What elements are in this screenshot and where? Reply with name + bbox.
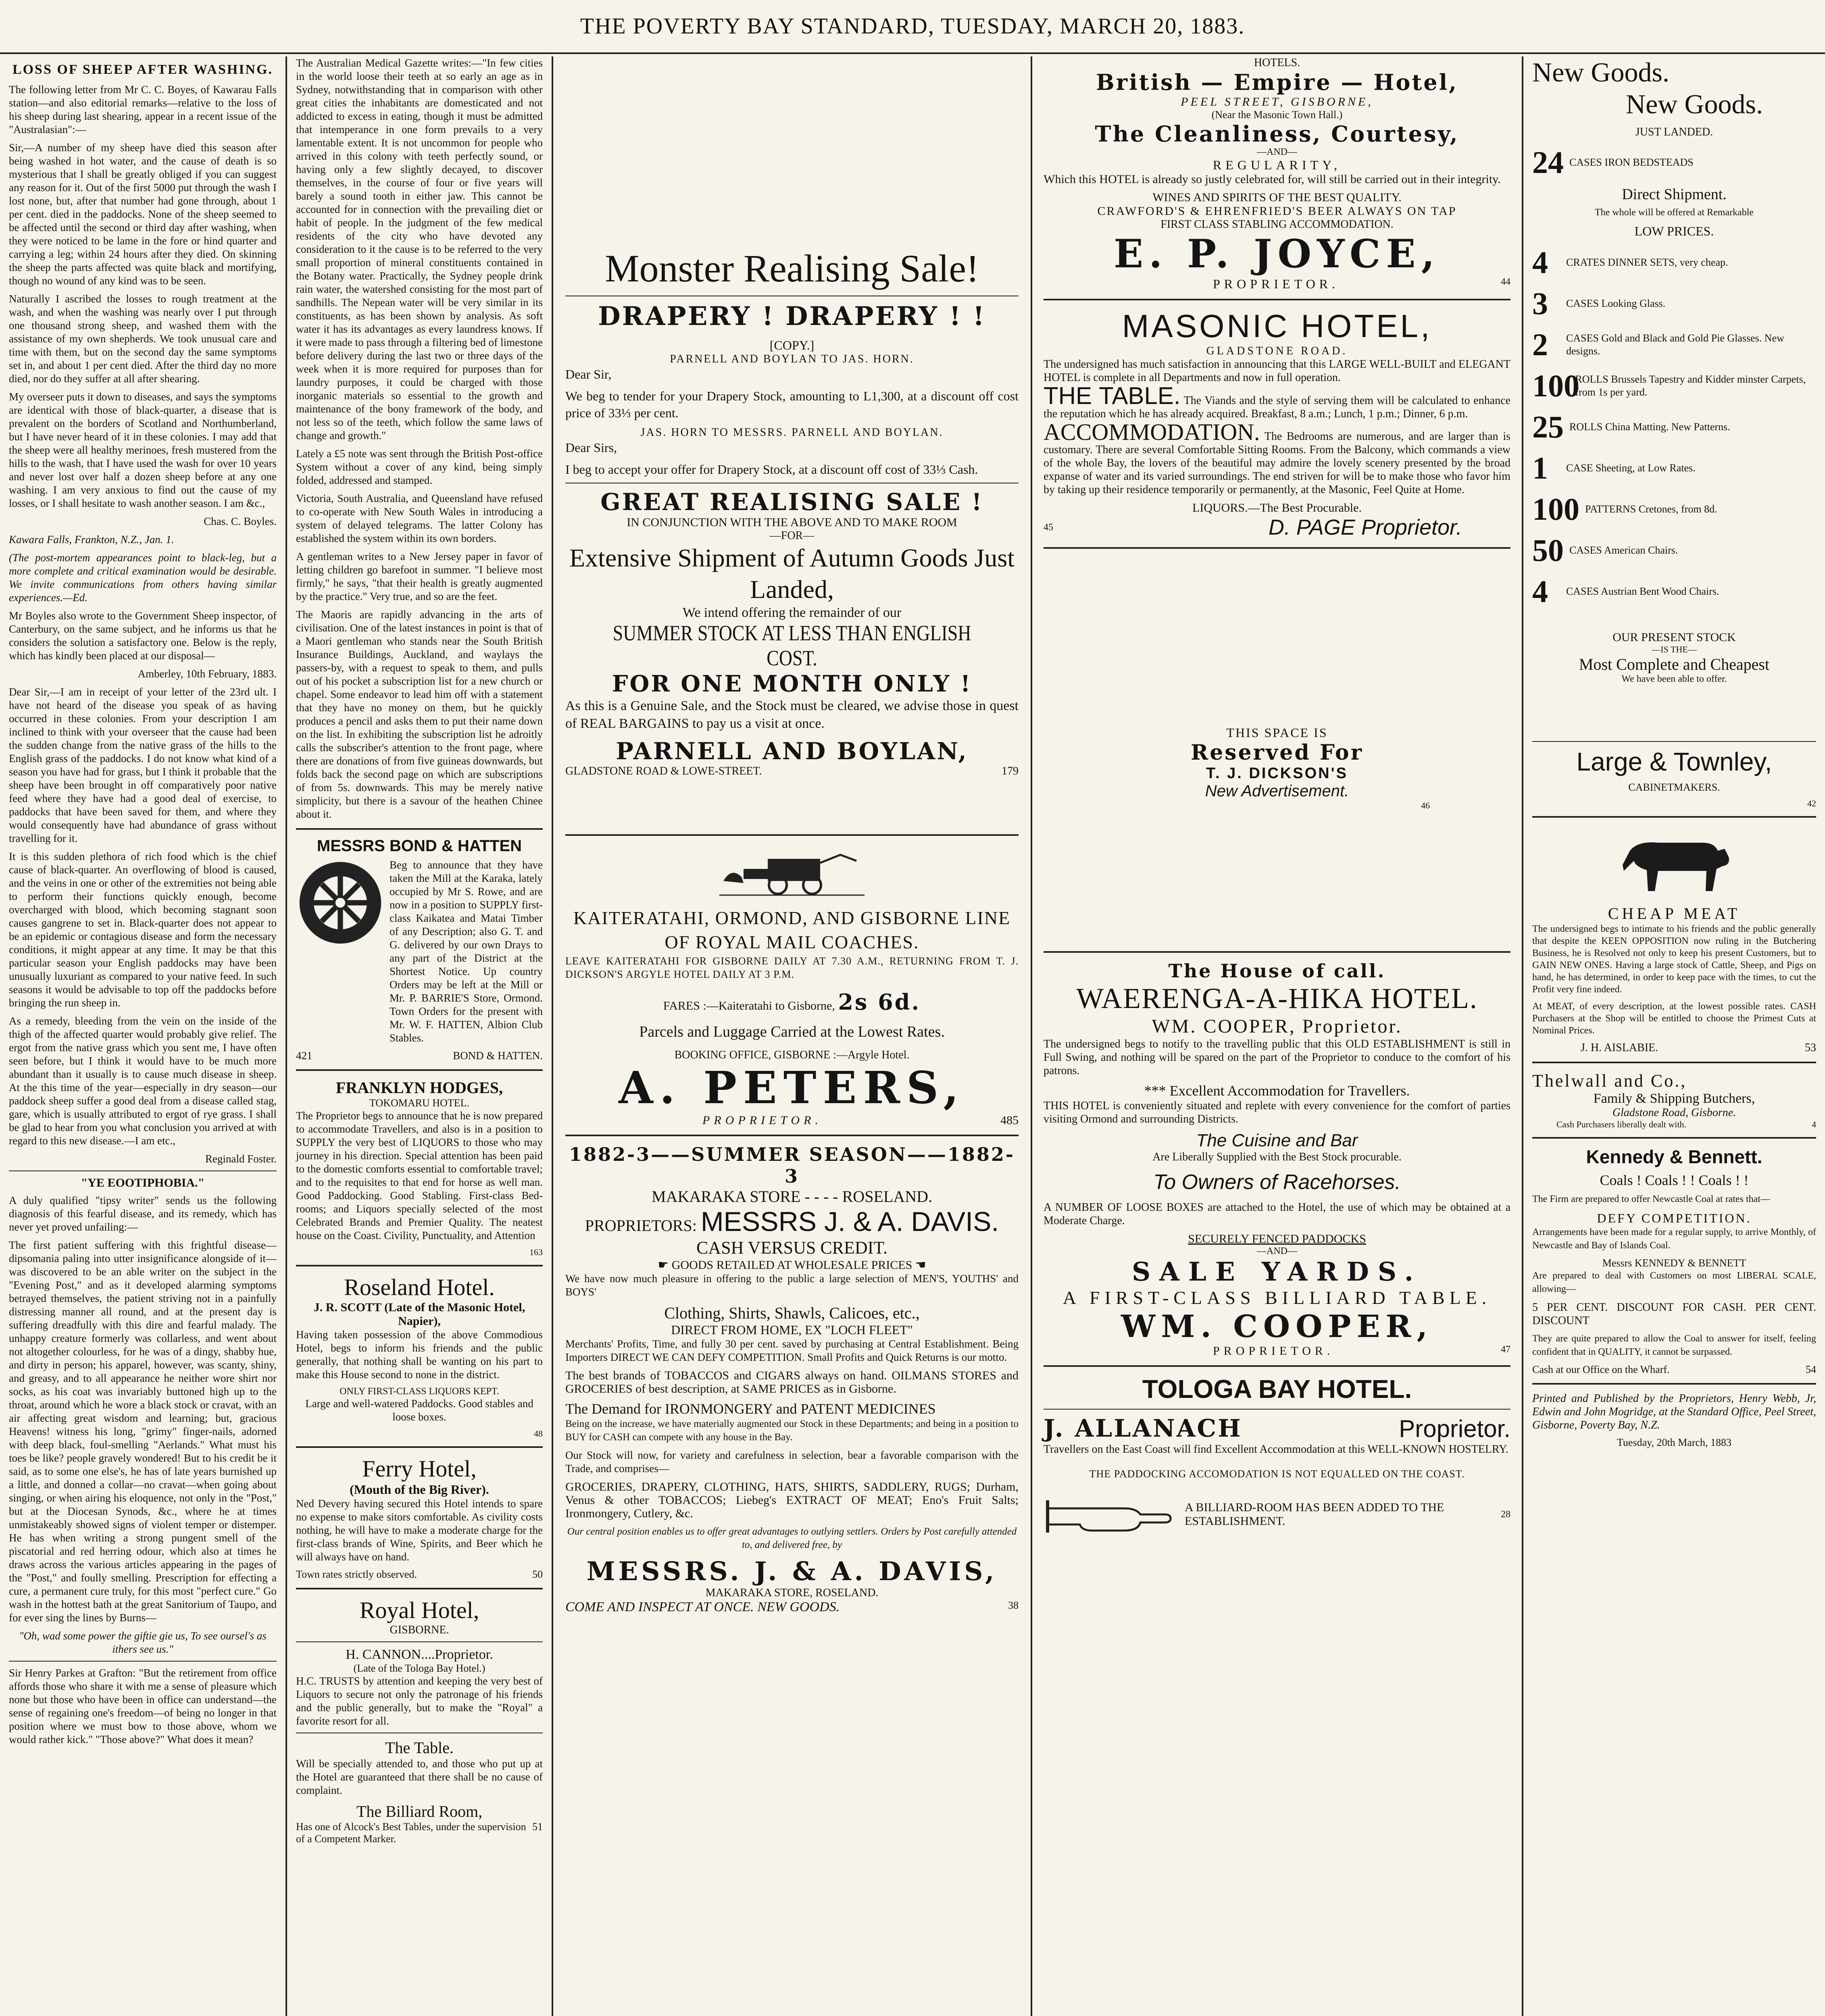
ad-subheadline: CASH VERSUS CREDIT. <box>696 1238 888 1258</box>
ad-line: —FOR— <box>769 529 815 542</box>
ad-address: MAKARAKA STORE, ROSELAND. <box>705 1587 879 1599</box>
saw-blade-icon <box>296 858 385 947</box>
section-label: HOTELS. <box>1254 56 1300 69</box>
ad-number: 53 <box>1805 1041 1816 1054</box>
ad-headline: TOLOGA BAY HOTEL. <box>1142 1375 1412 1404</box>
ad-address: GLADSTONE ROAD & LOWE-STREET. <box>565 765 762 777</box>
ad-text: We have now much pleasure in offering to the public a large selection of MEN'S, YOUTHS' and BOYS' <box>565 1272 1019 1298</box>
article-heading: LOSS OF SHEEP AFTER WASHING. <box>12 62 273 77</box>
fares-label: FARES :—Kaiteratahi to Gisborne, <box>663 999 835 1012</box>
divider <box>296 1446 543 1448</box>
ad-text: Arrangements have been made for a regular supply, to arrive Monthly, of Newcastle and Bay of Islands Coal. <box>1532 1227 1816 1251</box>
ad-line: Town rates strictly observed. <box>296 1568 417 1580</box>
column-5 <box>1523 56 1825 2016</box>
ad-proprietor: WM. COOPER, Proprietor. <box>1152 1016 1402 1037</box>
ad-footer <box>565 1599 1019 1615</box>
ad-proprietor: D. PAGE Proprietor. <box>1268 515 1462 539</box>
divider <box>565 834 1019 836</box>
ad-line: Are Liberally Supplied with the Best Stock procurable. <box>1152 1151 1402 1163</box>
ad-firm: Thelwall and Co., <box>1532 1071 1687 1091</box>
ad-subheading: The Table. <box>385 1739 454 1757</box>
divider <box>1532 816 1816 818</box>
divider <box>1044 1409 1510 1410</box>
list-item: 25 ROLLS China Matting. New Patterns. <box>1532 409 1730 444</box>
ad-footer <box>1044 277 1510 292</box>
article-paragraph: The Maoris are rapidly advancing in the arts of civilisation. One of the latest instances in point is that of a Maori gentleman who stands near the South British Insurance Buildings, Auckland, and waylays the passers-by, with a request to speak to them, and pulls out of his pocket a subscription list for a new church or chapel. Some endeavor to lead him off with a statement that they have no money on them, but he quickly produces a pencil and asks them to put their name down on the list. In exhibiting the subscription list he adroitly calls the subscriber's attention to the front page, where there are donations of from five guineas downwards, but folds back the second page on which are subscriptions of from 5s. downwards. This may be merely native simplicity, but there is a savour of the heathen Chinee about it. <box>296 608 543 820</box>
ad-line: REGULARITY, <box>1212 158 1342 172</box>
ad-line: —IS THE— <box>1652 644 1697 654</box>
ad-footer <box>1044 1344 1510 1358</box>
ad-headline: CHEAP MEAT <box>1608 904 1741 923</box>
list-item: 100 ROLLS Brussels Tapestry and Kidder minster Carpets, from 1s per yard. <box>1532 368 1806 403</box>
ad-line: MAKARAKA STORE - - - - ROSELAND. <box>652 1187 932 1206</box>
ad-text: The undersigned has much satisfaction in announcing that this LARGE WELL-BUILT and ELEGANT HOTEL is complete in all Departments and now in full operation. <box>1044 358 1510 384</box>
ad-number: 179 <box>1002 765 1019 777</box>
column-1 <box>0 56 285 2016</box>
ad-number: 38 <box>1008 1599 1019 1611</box>
bull-icon <box>1614 827 1735 895</box>
article-paragraph: The first patient suffering with this frightful disease—dipsomania paling into utter insignificance alongside of it—was discovered to be an able writer on the subject in the "Evening Post," and as it developed alarming symptoms betrayed themselves, the patient striving not in a painfully distressing manner all round, and at the present day is suffering dreadfully with this dire and fearful malady. The unhappy creature formerly was collarless, and went about not altogether colourless, for he was of a dingy, shabby hue, and dirty in person; his apparel, however, was scanty, shiny, and greasy, and to all appearance he neither wore shirt nor socks, as his coat was invariably buttoned high up to the throat, around which he wore a black stock or cravat, with an air affecting great wisdom and learning; but, gracious Heavens! witness his long, "grimy" finger-nails, adorned with deep black, foul-smelling "Aerlands." What must his toes be like? people gravely wondered! But to his credit be it said, as to some one else's, he has of late years burnished up a little, and donned a collar—no cravat—when going about singing, or when airing his eloquence, not only in the "Post," but at the Diocesan Synods, &c., where he at times unmistakeably showed signs of violent temper or distemper. He has when writing a strong pungent smell of the piscatorial and red herring odour, which also at times he draws across the various articles appearing in the pages of the "Post," and foully smelling. Prescription for effecting a cure, a permanent cure truly, for this most "perfect cure." Go wash in the hottest bath at the great Sanitorium of Taupo, and for ever sing the lines by Burns— <box>9 1239 277 1624</box>
ad-line: JAS. HORN TO MESSRS. PARNELL AND BOYLAN. <box>640 426 944 439</box>
list-item: 24 CASES IRON BEDSTEADS <box>1532 145 1694 180</box>
list-item: 4 CRATES DINNER SETS, very cheap. <box>1532 245 1728 280</box>
ad-line: We intend offering the remainder of our <box>682 605 902 620</box>
ad-text: Merchants' Profits, Time, and fully 30 per cent. saved by purchasing at Central Establishment. Being Importers DIRECT WE CAN DEFY COMPETITION. Small Profits and Quick Returns is our motto. <box>565 1338 1019 1363</box>
ad-proprietor: Proprietor. <box>1399 1415 1510 1442</box>
list-item: Direct Shipment. <box>1622 186 1727 203</box>
ad-number: 4 <box>1812 1119 1816 1129</box>
proprietors-line <box>565 1206 1019 1237</box>
ad-line: Parcels and Luggage Carried at the Lowest Rates. <box>639 1023 945 1040</box>
ad-address: PEEL STREET, GISBORNE, <box>1181 95 1373 108</box>
ad-title: FRANKLYN HODGES, <box>335 1079 503 1097</box>
ad-number: 45 <box>1044 522 1053 533</box>
list-item: 50 CASES American Chairs. <box>1532 533 1678 568</box>
list-item: 4 CASES Austrian Bent Wood Chairs. <box>1532 574 1719 609</box>
article-paragraph: The following letter from Mr C. C. Boyes, of Kawarau Falls station—and also editorial remarks—relative to the loss of his sheep during last shearing, appear in a recent issue of the "Australasian":— <box>9 83 277 135</box>
article-paragraph: It is this sudden plethora of rich food which is the chief cause of black-quarter. An overflowing of blood is caused, and the veins in one or other of the extremities not being able to perform their functions quickly enough, become overcharged with blood, which becoming stagnant soon causes gangrene to set in. Black-quarter does not appear to be an epidemic or contagious disease and form the necessary conditions, it might appear at any time. It may be that this particular season your English paddocks may have been unusually luxuriant as compared to your native feed. In such seasons it would be advisable to top off the paddocks before bringing the run sheep in. <box>9 850 277 1009</box>
ad-number: 51 <box>532 1821 543 1833</box>
ad-signature: BOND & HATTEN. <box>453 1050 543 1062</box>
ad-headline: The House of call. <box>1168 960 1386 982</box>
ad-firm: MESSRS. J. & A. DAVIS, <box>586 1556 998 1587</box>
goods-list <box>1532 144 1816 610</box>
ad-footer <box>296 1821 543 1845</box>
ad-number: 28 <box>1501 1509 1510 1520</box>
list-item: 1 CASE Sheeting, at Low Rates. <box>1532 450 1696 485</box>
article-paragraph: As a remedy, bleeding from the vein on the inside of the thigh of the affected quarter would probably give relief. The ergot from the native grass which you sent me, I have often seen before, but I think it would have to be much more abundant than it usually is to cause much disease in sheep. At the this time of the year—especially in dry season—our paddock sheep suffer a good deal from a disease called stag, gare, which is usually attributed to ergot of rye grass. I shall be glad to hear from you what conclusion you arrived at with regard to this new disease.—I am etc., <box>9 1015 277 1147</box>
letter-text: I beg to accept your offer for Drapery Stock, at a discount off cost of 33⅓ Cash. <box>565 462 978 477</box>
ad-text: The Proprietor begs to announce that he is now prepared to accommodate Travellers, and also is in a position to SUPPLY the very best of LIQUORS to those who may journey in his direction. Special attention has been paid to the domestic comforts essential to comfortable travel; and to the requisites to that end for horse as well man. Good Paddocking. Good Stabling. First-class Bed-rooms; and Liquors specially selected of the most Celebrated Brands and Premier Quality. The neatest house on the Coast. Civility, Punctuality, and Attention <box>296 1110 543 1241</box>
divider <box>1532 741 1816 742</box>
coach-icon <box>719 845 865 897</box>
list-item: 100 PATTERNS Cretones, from 8d. <box>1532 492 1717 527</box>
ad-line: FIRST CLASS STABLING ACCOMMODATION. <box>1160 218 1394 231</box>
ad-number: 47 <box>1501 1344 1510 1355</box>
ad-line: —AND— <box>1257 147 1297 157</box>
ad-text: Beg to announce that they have taken the Mill at the Karaka, lately occupied by Mr S. Rowe, and are now in a position to SUPPLY first-class Kaikatea and Matai Timber of any Description; also G. T. and G. delivered by our own Drays to any part of the District at the Shortest Notice. Up country Orders may be left at the Mill or Mr. P. BARRIE'S Store, Ormond. Town Orders for the present with Mr. W. F. HATTEN, Albion Club Stables. <box>390 859 543 1044</box>
divider <box>1044 547 1510 549</box>
article-paragraph: Naturally I ascribed the losses to rough treatment at the wash, and when the washing was nearly over I put through one thousand strong sheep, and washed them with the assistance of my own shepherds. We took unusual care and time with them, but on the second day the same symptoms set in, and about 1 per cent died. After the third day no more died, nor do they suffer at all after shearing. <box>9 293 277 385</box>
ad-line: Messrs KENNEDY & BENNETT <box>1602 1257 1746 1269</box>
list-item: The whole will be offered at Remarkable <box>1594 207 1754 218</box>
column-3 <box>553 56 1031 2016</box>
ad-text: A NUMBER OF LOOSE BOXES are attached to the Hotel, the use of which may be obtained at a Moderate Charge. <box>1044 1201 1510 1227</box>
ad-number: 46 <box>1421 800 1430 810</box>
signature: Chas. C. Boyles. <box>204 515 277 527</box>
ad-subheadline: FOR ONE MONTH ONLY ! <box>612 671 972 697</box>
divider <box>1044 1365 1510 1367</box>
pointing-hand-icon: ☚ <box>912 1258 926 1272</box>
ad-footer <box>1044 1492 1510 1537</box>
ad-footer <box>1532 1119 1816 1130</box>
ad-text: 5 PER CENT. DISCOUNT FOR CASH. PER CENT. DISCOUNT <box>1532 1301 1816 1327</box>
divider <box>1044 299 1510 300</box>
ad-line: PROPRIETORS: <box>585 1216 697 1235</box>
divider <box>296 1588 543 1589</box>
signature: Reginald Foster. <box>205 1153 277 1165</box>
ad-line: COME AND INSPECT AT ONCE. NEW GOODS. <box>565 1599 840 1614</box>
ad-line: PARNELL AND BOYLAN TO JAS. HORN. <box>670 353 914 365</box>
divider <box>1532 1062 1816 1063</box>
ad-line: THIS SPACE IS <box>1226 725 1328 740</box>
imprint-date: Tuesday, 20th March, 1883 <box>1617 1437 1732 1448</box>
ad-text: The best brands of TOBACCOS and CIGARS always on hand. OILMANS STORES and GROCERIES of best description, at SAME PRICES as in Gisborne. <box>565 1369 1019 1395</box>
ad-line: WINES AND SPIRITS OF THE BEST QUALITY. <box>1152 191 1402 204</box>
ad-headline: 1882-3——SUMMER SEASON——1882-3 <box>569 1143 1015 1187</box>
ad-text: Are prepared to deal with Customers on most LIBERAL SCALE, allowing— <box>1532 1270 1816 1294</box>
ad-subheading: The Billiard Room, <box>356 1802 483 1820</box>
ad-headline: New Goods. <box>1532 57 1669 87</box>
article-paragraph: Sir,—A number of my sheep have died this season after being washed in hot water, and the cause of death is so mysterious that I shall be greatly obliged if you can suggest any reason for it. Out of the first 5000 put through the wash I lost none, but, after that number had gone through, about 1 per cent. died in the paddocks. None of the sheep seemed to be affected until the second or third day after washing, when they were noticed to be lame in the fore or hind quarter and carrying a leg; within 24 hours after they died. On skinning the sheep the parts affected was quite black and mortifying, though no wound of any kind was to be seen. <box>9 142 277 287</box>
ad-text: At MEAT, of every description, at the lowest possible rates. CASH Purchasers at the Shop will be entitled to choose the Primest Cuts at Nominal Prices. <box>1532 1001 1816 1036</box>
ad-headline: Monster Realising Sale! <box>605 247 979 290</box>
ad-title: Ferry Hotel, <box>362 1456 477 1482</box>
ad-title: Roseland Hotel. <box>344 1274 495 1300</box>
ad-text: Our central position enables us to offer great advantages to outlying settlers. Orders by Post carefully attended to, and delivered free, by <box>567 1526 1017 1550</box>
ad-line: Family & Shipping Butchers, <box>1593 1091 1755 1106</box>
divider <box>296 828 543 830</box>
ad-address: GLADSTONE ROAD. <box>1206 345 1348 357</box>
ad-firm: Kennedy & Bennett. <box>1586 1146 1762 1167</box>
letter-salutation: Dear Sir, <box>565 367 612 381</box>
ad-proprietor-line <box>1044 1414 1510 1443</box>
letter-text: We beg to tender for your Drapery Stock, amounting to L1,300, at a discount off cost price of 33⅓ per cent. <box>565 389 1019 420</box>
ad-proprietor: PROPRIETOR. <box>1213 1344 1334 1358</box>
divider <box>9 1661 277 1662</box>
divider <box>296 1265 543 1266</box>
ad-text: Our Stock will now, for variety and carefulness in selection, bear a favorable comparison with the Trade, and comprises— <box>565 1449 1019 1475</box>
ad-subtitle: (Late of the Tologa Bay Hotel.) <box>353 1662 485 1674</box>
ad-line: THE PADDOCKING ACCOMODATION IS NOT EQUALLED ON THE COAST. <box>1089 1468 1465 1480</box>
ad-line: DIRECT FROM HOME, EX "LOCH FLEET" <box>671 1322 913 1337</box>
article-paragraph: Dear Sir,—I am in receipt of your letter of the 23rd ult. I have not heard of the disease you speak of as having occurred in these colonies. From your description I am inclined to think with your overseer that the cause had been the sudden change from the native grass of the hills to the English grass of the paddocks. I do not know what kind of a season you have had for grass, but I think it probable that the sheep have been brought in off comparatively poor native feed where they have had a good deal of exercise, to paddocks that have been saved for them, and where they would consequently have had abundance of grass without travelling for it. <box>9 686 277 844</box>
article-paragraph: Sir Henry Parkes at Grafton: "But the retirement from office affords those who share it with me a sense of pleasure which none but those who have been in office can understand—the sense of regaining one's freedom—of being no longer in that position where we must bow to those above, whom we would rather kick." "Those above?" What does it mean? <box>9 1667 277 1745</box>
ad-headline: KAITERATAHI, ORMOND, AND GISBORNE LINE OF ROYAL MAIL COACHES. <box>573 908 1011 952</box>
ad-line: OUR PRESENT STOCK <box>1612 631 1736 644</box>
editor-note: (The post-mortem appearances point to black-leg, but a more complete and critical examination would be desirable. We invite communications from others having similar experiences.—Ed. <box>9 552 277 604</box>
ad-subheadline: DEFY COMPETITION. <box>1597 1211 1752 1225</box>
divider <box>1532 1137 1816 1139</box>
ad-text: Will be specially attended to, and those who put up at the Hotel are guaranteed that there shall be no cause of complaint. <box>296 1758 543 1796</box>
ad-line: A BILLIARD-ROOM HAS BEEN ADDED TO THE ESTABLISHMENT. <box>1185 1501 1444 1528</box>
ad-proprietor: H. CANNON....Proprietor. <box>346 1647 493 1662</box>
ad-line: LIQUORS.—The Best Procurable. <box>1192 501 1362 514</box>
divider <box>565 1135 1019 1136</box>
ad-text: GROCERIES, DRAPERY, CLOTHING, HATS, SHIRTS, SADDLERY, RUGS; Durham, Venus & other TOBACCOS; Liebeg's EXTRACT OF MEAT; Eno's Fruit Salts; Ironmongery, Cutlery, &c. <box>565 1480 1019 1520</box>
fares-value: 2s 6d. <box>838 989 921 1015</box>
ad-text: The undersigned begs to notify to the travelling public that this OLD ESTABLISHMENT is still in Full Swing, and nothing will be spared on the part of the Proprietor to conduce to the comfort of his patrons. <box>1044 1038 1510 1077</box>
ad-line: ONLY FIRST-CLASS LIQUORS KEPT. <box>340 1386 499 1397</box>
ad-text: The Firm are prepared to offer Newcastle Coal at rates that— <box>1532 1194 1770 1204</box>
ad-subtitle: (Mouth of the Big River). <box>350 1482 489 1497</box>
ad-line: We have been able to offer. <box>1621 674 1727 684</box>
ad-subtitle: GISBORNE. <box>390 1624 449 1636</box>
ad-subheadline: SALE YARDS. <box>1131 1257 1423 1287</box>
ad-footer <box>1532 1364 1816 1376</box>
ad-subheadline: DRAPERY ! DRAPERY ! ! <box>598 301 986 331</box>
ad-text: H.C. TRUSTS by attention and keeping the very best of Liquors to secure not only the patronage of his friends and the public generally, but to make the "Royal" a favorite resort for all. <box>296 1675 543 1727</box>
ad-text: They are quite prepared to allow the Coal to answer for itself, feeling confident that in QUALITY, it cannot be surpassed. <box>1532 1333 1816 1357</box>
ad-address: Gladstone Road, Gisborne. <box>1612 1106 1736 1119</box>
ad-title: Royal Hotel, <box>359 1597 479 1623</box>
ad-firm: T. J. DICKSON'S <box>1206 765 1348 782</box>
ad-footer <box>1532 1041 1816 1054</box>
dateline: Kawara Falls, Frankton, N.Z., Jan. 1. <box>9 533 174 546</box>
ad-subheading: The Cuisine and Bar <box>1196 1131 1358 1150</box>
letter-salutation: Dear Sirs, <box>565 440 617 455</box>
ad-line: Cash at our Office on the Wharf. <box>1532 1364 1670 1375</box>
ad-number: 50 <box>532 1568 543 1580</box>
ad-text: Having taken possession of the above Commodious Hotel, begs to inform his friends and the public generally, that nothing shall be wanting on his part to make this House second to none in the district. <box>296 1329 543 1381</box>
ad-subheadline: GREAT REALISING SALE ! <box>600 488 983 516</box>
list-item: 2 CASES Gold and Black and Gold Pie Glasses. New designs. <box>1532 327 1784 362</box>
article-heading: "YE EOOTIPHOBIA." <box>81 1176 205 1189</box>
ad-headline: Reserved For <box>1191 740 1363 765</box>
ad-line: CABINETMAKERS. <box>1628 781 1720 793</box>
imprint: Printed and Published by the Proprietors, Henry Webb, Jr, Edwin and John Mogridge, at the Standard Office, Peel Street, Gisborne, Poverty Bay, N.Z. <box>1532 1392 1816 1431</box>
ad-line: SECURELY FENCED PADDOCKS <box>1188 1232 1366 1245</box>
fares-line <box>565 989 1019 1015</box>
ad-number: 485 <box>1000 1114 1019 1127</box>
ad-firm: Large & Townley, <box>1576 747 1772 776</box>
article-paragraph: The Australian Medical Gazette writes:—"In few cities in the world loose their teeth at so early an age as in Sydney, notwithstanding that in comparison with other great cities the inhabitants are domesticated and not addicted to excess in eating, though it must be admitted that intemperance in one form prevails to a very lamentable extent. It is not uncommon for people who arrived in this colony with teeth perfectly sound, or having only a few slightly decayed, to discover themselves, in the course of four or five years will barely a sound tooth in either jaw. This cannot be accounted for in connection with the prevailing diet or habit of people. In the judgment of the few medical residents of the city who have devoted any consideration to it the cause is to be referred to the very small proportion of mineral constituents contained in the Botany water. Practically, the Sydney people drink rain water, the watershed consisting for the most part of sandhills. The Nepean water will be very similar in its constituents, as has been shown by analysis. As soft water it has its advantages as every laundress knows. If it were made to pass through a filtering bed of limestone before delivery during the last two or three days of the week when it is more required for purposes than for laundry purposes, it could be charged with those inorganic materials so essential to the growth and maintenance of the bony framework of the body, and not less so of the teeth, which follow the same laws of change and growth." <box>296 57 543 442</box>
ad-firm: WM. COOPER, <box>1121 1308 1433 1344</box>
ad-text: Being on the increase, we have materially augmented our Stock in these Departments; and being in a position to BUY for CASH can compete with any house in the Bay. <box>565 1418 1019 1443</box>
ad-footer <box>565 1114 1019 1127</box>
ad-line: Has one of Alcock's Best Tables, under the supervision of a Competent Marker. <box>296 1821 526 1845</box>
dateline: Amberley, 10th February, 1883. <box>138 668 277 680</box>
ad-firm: J. ALLANACH <box>1044 1414 1242 1443</box>
ad-firm: E. P. JOYCE, <box>1113 231 1441 277</box>
ad-proprietor: PROPRIETOR. <box>702 1114 822 1127</box>
ad-line: BOOKING OFFICE, GISBORNE :—Argyle Hotel. <box>674 1049 910 1061</box>
ad-subtitle: TOKOMARU HOTEL. <box>369 1097 469 1109</box>
ad-footer <box>565 765 1019 778</box>
article-paragraph: My overseer puts it down to diseases, and says the symptoms are identical with those of black-quarter, a disease that is prevalent on the borders of Scotland and Northumberland, but I have never heard of it in these colonies. I may add that the sheep were all healthy merinoes, fresh mustered from the hills to the wash, that I have used the wash for over 10 years and never lost over half a dozen sheep before at any one washing. I am very anxious to find out the cause of my losses, or I shall hesitate to wash another season. I am &c., <box>9 391 277 509</box>
ad-number: 163 <box>529 1247 543 1257</box>
ad-footer <box>296 1568 543 1581</box>
ad-text: THE TABLE. The Viands and the style of serving them will be calculated to enhance the reputation which he has already acquired. Breakfast, 8 a.m.; Lunch, 1 p.m.; Dinner, 6 p.m. <box>1044 382 1510 420</box>
ad-subheading: To Owners of Racehorses. <box>1153 1170 1401 1194</box>
ad-text: Travellers on the East Coast will find Excellent Accommodation at this WELL-KNOWN HOSTELRY. <box>1044 1443 1508 1456</box>
ad-line: Clothing, Shirts, Shawls, Calicoes, etc., <box>664 1304 920 1322</box>
divider <box>296 1641 543 1642</box>
ad-number: 48 <box>534 1429 543 1439</box>
verse: "Oh, wad some power the giftie gie us, To see oursel's as ithers see us." <box>19 1630 267 1655</box>
ad-line: A FIRST-CLASS BILLIARD TABLE. <box>1062 1287 1492 1308</box>
ad-subheadline: SUMMER STOCK AT LESS THAN ENGLISH COST. <box>612 621 971 670</box>
ad-line: [COPY.] <box>769 338 815 352</box>
ad-text: Large and well-watered Paddocks. Good stables and loose boxes. <box>305 1397 533 1423</box>
pointing-hand-icon <box>1044 1492 1173 1537</box>
divider <box>9 1170 277 1171</box>
ad-headline: British — Empire — Hotel, <box>1096 69 1458 95</box>
ad-line: ☛ GOODS RETAILED AT WHOLESALE PRICES ☚ <box>658 1258 926 1272</box>
article-paragraph: Mr Boyles also wrote to the Government Sheep inspector, of Canterbury, on the same subject, and he informs us that he considers the solution a satisfactory one. Below is the reply, which has kindly been placed at our disposal— <box>9 610 277 662</box>
ad-text: LEAVE KAITERATAHI FOR GISBORNE DAILY AT 7.30 A.M., RETURNING FROM T. J. DICKSON'S ARGYLE HOTEL DAILY AT 3 P.M. <box>565 955 1019 980</box>
divider <box>1044 951 1510 953</box>
article-paragraph: A duly qualified "tipsy writer" sends us the following diagnosis of this fearful disease, and its remedy, which has never yet proved unfailing:— <box>9 1194 277 1233</box>
ad-number: 44 <box>1501 277 1510 287</box>
ad-line: —AND— <box>1257 1246 1297 1256</box>
article-paragraph: Lately a £5 note was sent through the British Post-office System without a cover of any kind, being simply folded, addressed and stamped. <box>296 448 543 486</box>
ad-line: JUST LANDED. <box>1635 126 1713 138</box>
list-item: LOW PRICES. <box>1634 224 1714 238</box>
ad-line: The Demand for IRONMONGERY and PATENT MEDICINES <box>565 1401 936 1417</box>
pointing-hand-icon: ☛ <box>658 1258 672 1272</box>
ad-line: CRAWFORD'S & EHRENFRIED'S BEER ALWAYS ON TAP <box>1097 204 1457 218</box>
ad-owner: J. R. SCOTT (Late of the Masonic Hotel, Napier), <box>313 1301 525 1328</box>
ad-signature: J. H. AISLABIE. <box>1581 1041 1658 1054</box>
ad-text: THIS HOTEL is conveniently situated and replete with every convenience for the comfort of parties visiting Ormond and surrounding Districts. <box>1044 1100 1510 1125</box>
list-item: 3 CASES Looking Glass. <box>1532 286 1666 321</box>
ad-firm: PARNELL AND BOYLAN, <box>616 737 968 765</box>
ad-line: Cash Purchasers liberally dealt with. <box>1556 1119 1686 1129</box>
ad-line: IN CONJUNCTION WITH THE ABOVE AND TO MAKE ROOM <box>627 516 957 529</box>
ad-text: ACCOMMODATION. The Bedrooms are numerous, and are larger than is customary. There are several Comfortable Sitting Rooms. From the Balcony, which commands a view of the whole Bay, the lovers of the beautiful may admire the lovely scenery presented by the broad expanse of water and its varied surroundings. The end striven for will be to make those who favor him by taking up their residence temporarily or permanently, at the Masonic, Feel Quite at Home. <box>1044 419 1510 496</box>
ad-proprietor: PROPRIETOR. <box>1213 277 1340 291</box>
ad-subheading: ACCOMMODATION. <box>1044 419 1260 445</box>
ad-headline: WAERENGA-A-HIKA HOTEL. <box>1076 982 1478 1014</box>
ad-text: As this is a Genuine Sale, and the Stock must be cleared, we advise those in quest of REAL BARGAINS to pay us a visit at once. <box>565 698 1019 731</box>
article-paragraph: Victoria, South Australia, and Queensland have refused to co-operate with New South Wales in introducing a system of delayed telegrams. The latter Colony has established the system within its own borders. <box>296 492 543 544</box>
ad-subheadline: Most Complete and Cheapest <box>1579 655 1770 673</box>
ad-text: The undersigned begs to intimate to his friends and the public generally that despite the KEEN OPPOSITION now ruling in the Butchering Business, he is Resolved not only to keep his present Customers, but to GAIN NEW ONES. Having a large stock of Cattle, Sheep, and Pigs on hand, he has determined, in order to keep pace with the times, to cut the Profit very fine indeed. <box>1532 924 1816 995</box>
ad-headline: MASONIC HOTEL, <box>1122 308 1432 344</box>
column-2 <box>287 56 552 2016</box>
ad-line: New Advertisement. <box>1205 782 1349 800</box>
ad-firm: MESSRS J. & A. DAVIS. <box>700 1206 999 1237</box>
ad-headline: New Goods. <box>1626 89 1763 119</box>
ad-title: MESSRS BOND & HATTEN <box>317 837 522 855</box>
divider <box>1532 1383 1816 1385</box>
ad-firm: A. PETERS, <box>619 1062 965 1114</box>
ad-footer <box>1044 515 1510 540</box>
article-paragraph: A gentleman writes to a New Jersey paper in favor of letting children go barefoot in summer. "I believe most firmly," he says, "that their health is greatly augmented by the practice." Very true, and so are the feet. <box>296 550 543 602</box>
ad-subheading: THE TABLE. <box>1044 382 1181 409</box>
ad-number: 42 <box>1807 798 1816 808</box>
ad-text: Which this HOTEL is already so justly celebrated for, will still be carried out in their integrity. <box>1044 173 1501 186</box>
ad-line: Coals ! Coals ! ! Coals ! ! <box>1600 1172 1749 1188</box>
ad-number: 421 <box>296 1050 312 1062</box>
ad-footer <box>296 1050 543 1062</box>
masthead-title: THE POVERTY BAY STANDARD, TUESDAY, MARCH 20, 1883. <box>580 14 1245 39</box>
masthead <box>0 0 1825 54</box>
ad-body <box>296 858 543 1050</box>
divider <box>296 1069 543 1071</box>
column-4 <box>1032 56 1522 2016</box>
ad-subheadline: The Cleanliness, Courtesy, <box>1095 121 1459 147</box>
ad-subheadline: Extensive Shipment of Autumn Goods Just Landed, <box>569 544 1015 604</box>
ad-number: 54 <box>1806 1364 1816 1375</box>
ad-line: (Near the Masonic Town Hall.) <box>1211 109 1343 121</box>
ad-text: Ned Devery having secured this Hotel intends to spare no expense to make sitors comfortable. As civility costs nothing, he will have to make a moderate charge for the first-class brands of Wine, Spirits, and Beer which he will always have on hand. <box>296 1497 543 1563</box>
ad-line: *** Excellent Accommodation for Travellers. <box>1144 1083 1410 1099</box>
